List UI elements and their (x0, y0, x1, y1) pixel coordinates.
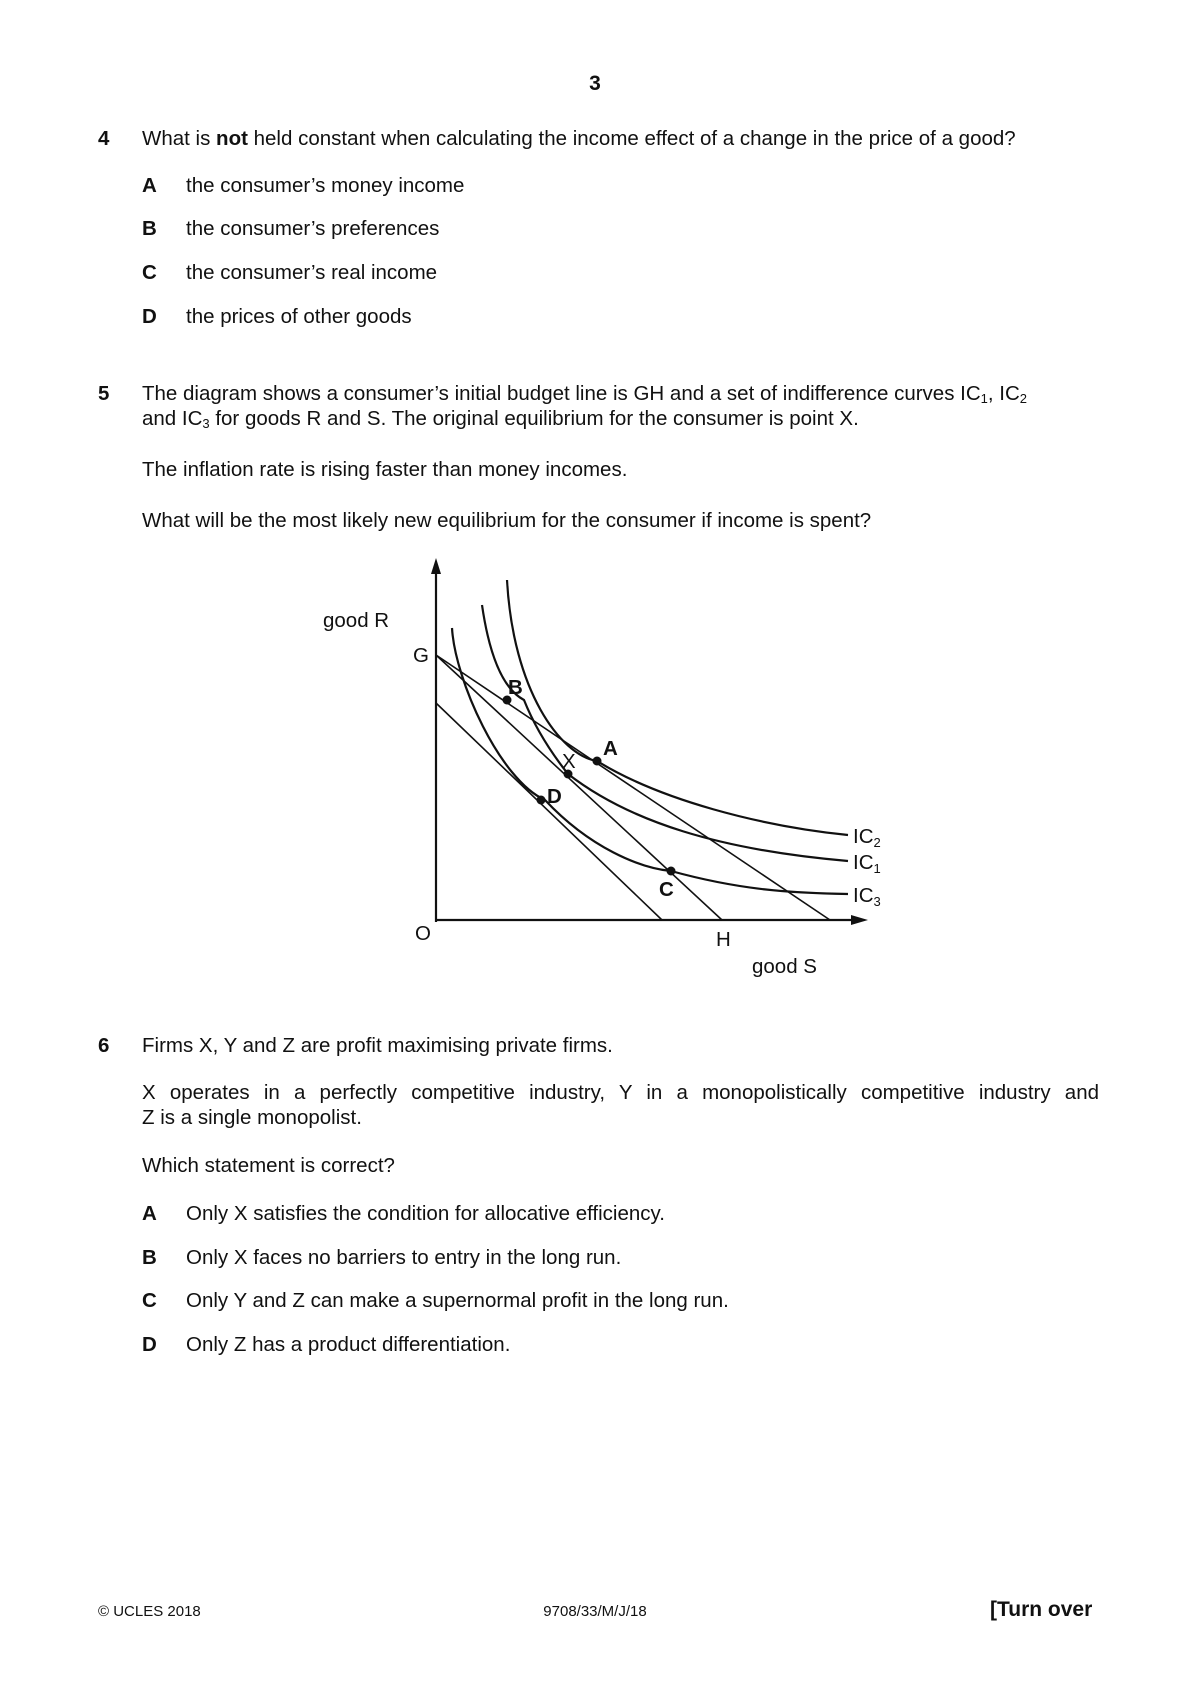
q5-l1-a: The diagram shows a consumer’s initial budget line is GH and a set of indifference curves IC (142, 382, 981, 405)
ic3-sub: 3 (873, 894, 881, 909)
q5-l1-sub1: 1 (980, 391, 988, 406)
q6-option-c-letter: C (142, 1289, 157, 1312)
q5-l1-sub2: 2 (1019, 391, 1028, 406)
point-a-label: A (603, 737, 618, 760)
ic1-sub: 1 (873, 861, 881, 876)
page-number: 3 (589, 72, 601, 95)
footer-copyright: © UCLES 2018 (98, 1603, 201, 1620)
ic2-sub: 2 (873, 835, 881, 850)
q4-stem-after: held constant when calculating the income effect of a change in the price of a good? (247, 127, 1016, 150)
y-axis-label: good R (323, 609, 390, 632)
point-a-dot (593, 757, 602, 766)
budget-line-inward (436, 703, 662, 920)
footer-turn-over: [Turn over (990, 1598, 1093, 1621)
x-axis-label: good S (752, 955, 817, 978)
q4-option-b-letter: B (142, 217, 157, 240)
q6-option-b-letter: B (142, 1246, 157, 1269)
question-6-para2-line1: X operates in a perfectly competitive industry, Y in a monopolistically competitive industry and (142, 1081, 1099, 1104)
point-h-label: H (716, 928, 731, 951)
x-axis-arrow-icon (851, 915, 868, 925)
q6-option-d-letter: D (142, 1333, 157, 1356)
question-6-para3: Which statement is correct? (142, 1154, 395, 1177)
point-d-label: D (547, 785, 562, 808)
question-5-para2: The inflation rate is rising faster than money incomes. (142, 458, 628, 481)
q5-l2-sub3: 3 (202, 416, 210, 431)
q6-option-d-text: Only Z has a product differentiation. (186, 1333, 511, 1356)
point-b-label: B (508, 676, 523, 699)
q5-l2-a: and IC (142, 407, 203, 430)
q5-l1-b: , IC (987, 382, 1020, 405)
ic3-prefix: IC (853, 884, 874, 907)
point-c-label: C (659, 878, 674, 901)
q4-option-a-letter: A (142, 174, 157, 197)
footer-paper-code: 9708/33/M/J/18 (543, 1603, 647, 1620)
ic2-prefix: IC (853, 825, 874, 848)
q6-option-b-text: Only X faces no barriers to entry in the long run. (186, 1246, 622, 1269)
point-c-dot (667, 867, 676, 876)
indifference-curve-ic1 (482, 605, 848, 861)
q4-stem-bold: not (216, 127, 248, 150)
q5-l2-b: for goods R and S. The original equilibrium for the consumer is point X. (209, 407, 859, 430)
question-5-number: 5 (98, 382, 110, 405)
q4-option-c-letter: C (142, 261, 157, 284)
point-d-dot (537, 796, 546, 805)
ic3-label (853, 884, 881, 909)
question-4-number: 4 (98, 127, 110, 150)
ic1-prefix: IC (853, 851, 874, 874)
origin-label: O (415, 922, 431, 945)
q6-option-a-text: Only X satisfies the condition for allocative efficiency. (186, 1202, 665, 1225)
q4-option-b-text: the consumer’s preferences (186, 217, 440, 240)
q4-option-d-letter: D (142, 305, 157, 328)
ic2-label (853, 825, 881, 850)
budget-line-pivot (436, 655, 830, 920)
ic1-label (853, 851, 881, 876)
y-axis-arrow-icon (431, 558, 441, 574)
budget-line-gh (436, 655, 722, 920)
q6-option-c-text: Only Y and Z can make a supernormal profit in the long run. (186, 1289, 729, 1312)
q4-option-a-text: the consumer’s money income (186, 174, 465, 197)
q6-option-a-letter: A (142, 1202, 157, 1225)
point-g-label: G (413, 644, 429, 667)
q4-stem-before: What is (142, 127, 217, 150)
question-6-stem: Firms X, Y and Z are profit maximising private firms. (142, 1034, 613, 1057)
question-6-number: 6 (98, 1034, 110, 1057)
question-6-para2-line2: Z is a single monopolist. (142, 1106, 362, 1129)
q4-option-c-text: the consumer’s real income (186, 261, 438, 284)
question-5-para3: What will be the most likely new equilibrium for the consumer if income is spent? (142, 509, 872, 532)
point-x-label: X (562, 750, 576, 773)
q4-option-d-text: the prices of other goods (186, 305, 412, 328)
